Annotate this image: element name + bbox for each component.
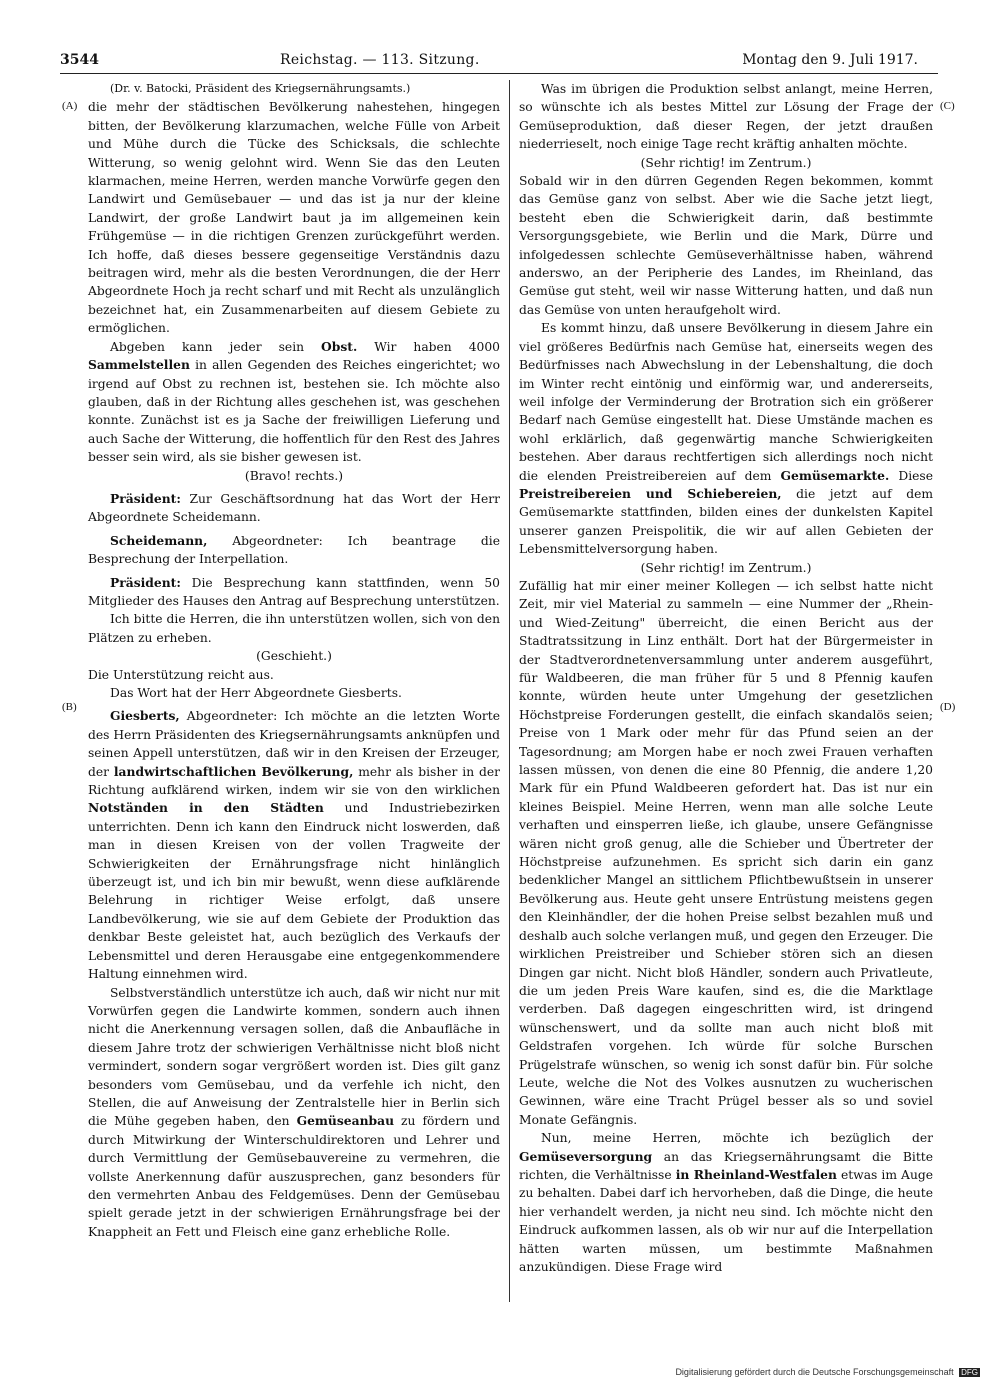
- running-header: [60, 48, 938, 72]
- right-column: [519, 80, 933, 1276]
- paragraph: Ich bitte die Herren, die ihn unterstützen wollen, sich von den Plätzen zu erheben.: [88, 612, 500, 645]
- digitization-credit: [675, 1367, 980, 1377]
- paragraph: Giesberts, Abgeordneter: Ich möchte an die letzten Worte des Herrn Präsidenten des Kriegsernährungsamts anknüpfen und seinen Appell unterstützen, daß wir in den Kreisen der Erzeuger, der landwirtschaftlichen Bevölkerung, mehr als bisher in der Richtung aufklärend wirken, indem wir sie von den wirklichen Notständen in den Städten und Industriebezirken unterrichten. Denn ich kann den Eindruck nicht loswerden, daß man in diesen Kreisen von der vollen Tragweite der Schwierigkeiten der Ernährungsfrage nicht hinlänglich überzeugt ist, und ich bin mir bewußt, wenn diese aufklärende Belehrung in richtiger Weise erfolgt, daß unsere Landbevölkerung, wie sie auf dem Gebiete der Produktion das denkbar Beste geleistet hat, auch bezüglich des Verkaufs der Lebensmittel und deren Herausgabe eine entgegenkommendere Haltung einnehmen wird.: [88, 708, 501, 982]
- left-column: [88, 80, 500, 1241]
- paragraph: die mehr der städtischen Bevölkerung nahestehen, hingegen bitten, der Bevölkerung klarzumachen, welche Fülle von Arbeit und Mühe durch die Tücke des Schicksals, die schlechte Witterung, so wenig gelohnt wird. Wenn Sie das den Leuten klarmachen, meine Herren, werden manche Vorwürfe gegen den Landwirt und Gemüsebauer — und das ist ja nur der kleine Landwirt, der große Landwirt baut ja im allgemeinen kein Frühgemüse — in die richtigen Grenzen zurückgeführt werden. Ich hoffe, daß dieses bessere gegenseitige Verständnis dazu beitragen wird, mehr als die besten Verordnungen, die der Herr Abgeordnete Hoch ja recht scharf und mit Recht als unzulänglich bezeichnet hat, ein Zusammenarbeiten auf diesem Gebiete zu ermöglichen.: [88, 100, 500, 336]
- paragraph: Präsident: Die Besprechung kann stattfinden, wenn 50 Mitglieder des Hauses den Antrag auf Besprechung unterstützen.: [88, 574, 500, 608]
- header-rule: [60, 73, 938, 74]
- paragraph: Das Wort hat der Herr Abgeordnete Giesberts.: [110, 686, 402, 700]
- paragraph: Scheidemann, Abgeordneter: Ich beantrage die Besprechung der Interpellation.: [88, 532, 500, 567]
- paragraph: Was im übrigen die Produktion selbst anlangt, meine Herren, so wünschte ich als bestes Mittel zur Lösung der Frage der Gemüseproduktion, daß dieser Regen, der jetzt draußen niederrieselt, noch einige Tage recht kräftig anhalten möchte.: [519, 82, 933, 152]
- margin-marker-a: (A): [62, 100, 78, 112]
- column-divider: [509, 80, 510, 1302]
- page-number: 3544: [60, 52, 99, 68]
- interjection: (Geschieht.): [256, 649, 332, 664]
- session-title: Reichstag. — 113. Sitzung.: [280, 52, 480, 68]
- credit-text: Digitalisierung gefördert durch die Deutsche Forschungsgemeinschaft: [675, 1367, 954, 1377]
- paragraph: Selbstverständlich unterstütze ich auch, daß wir nicht nur mit Vorwürfen gegen die Landwirte kommen, sondern auch ihnen nicht die Anerkennung versagen sollen, daß die Anbaufläche in diesem Jahre trotz der schwierigen Verhältnisse nicht bloß nicht vermindert, sondern sogar vergrößert worden ist. Dies gilt ganz besonders vom Gemüsebau, und da verfehle ich nicht, den Stellen, die auf Anweisung der Zentralstelle hier in Berlin sich die Mühe gegeben haben, den Gemüseanbau zu fördern und durch Mitwirkung der Winterschuldirektoren und Lehrer und durch Vermittlung der Gemüsebauvereine zu vermehren, die vollste Anerkennung dafür auszusprechen, ganz besonders für den vermehrten Anbau des Feldgemüses. Denn der Gemüsebau spielt gerade jetzt in der schwierigen Ernährungsfrage bei der Knappheit an Fett und Fleisch eine ganz erhebliche Rolle.: [88, 985, 500, 1239]
- speaker-note: (Dr. v. Batocki, Präsident des Kriegsernährungsamts.): [110, 82, 411, 95]
- interjection: (Sehr richtig! im Zentrum.): [640, 560, 812, 575]
- paragraph: Es kommt hinzu, daß unsere Bevölkerung in diesem Jahre ein viel größeres Bedürfnis nach Gemüse hat, einerseits wegen des Bedürfnisses nach Abwechslung in der Lebenshaltung, die doch im Winter recht eintönig und einförmig war, und andererseits, weil infolge der Verminderung der Brotration sich ein größerer Bedarf nach Gemüse eingestellt hat. Diese Umstände machen es wohl erklärlich, daß gegenwärtig manche Schwierigkeiten bestehen. Aber daraus rechtfertigen sich allerdings noch nicht die elenden Preistreibereien auf dem Gemüsemarkte. Diese Preistreibereien und Schiebereien, die jetzt auf dem Gemüsemarkte stattfinden, bilden eines der dunkelsten Kapitel unserer ganzen Preispolitik, die wir auf allen Gebieten der Lebensmittelversorgung haben.: [519, 321, 934, 557]
- paragraph: Die Unterstützung reicht aus.: [88, 667, 274, 682]
- paragraph: Präsident: Zur Geschäftsordnung hat das Wort der Herr Abgeordnete Scheidemann.: [88, 490, 500, 525]
- paragraph: Abgeben kann jeder sein Obst. Wir haben 4000 Sammelstellen in allen Gegenden des Reiches eingerichtet; wo irgend auf Obst zu rechnen ist, bestehen sie. Ich möchte also glauben, daß in der Richtung alles geschehen ist, was geschehen konnte. Zunächst ist es ja Sache der freiwilligen Lieferung und auch Sache der Witterung, die hoffentlich für den Rest des Jahres besser sein wird, als sie bisher gewesen ist.: [88, 338, 500, 465]
- session-date: Montag den 9. Juli 1917.: [742, 52, 918, 68]
- margin-marker-d: (D): [940, 701, 956, 713]
- paragraph: Sobald wir in den dürren Gegenden Regen bekommen, kommt das Gemüse ganz von selbst. Aber wie die Sache jetzt liegt, besteht eben die Schwierigkeit darin, daß bestimmte Versorgungsgebiete, wie Berlin und die Mark, Dürre und infolgedessen schlechte Gemüseverhältnisse haben, während anderswo, an der Peripherie des Landes, im Rheinland, das Gemüse gut steht, weil wir nasse Witterung hatten, und daß nun das Gemüse von unten heraufgeholt wird.: [519, 174, 933, 317]
- margin-marker-b: (B): [62, 701, 77, 713]
- paragraph: Zufällig hat mir einer meiner Kollegen — ich selbst hatte nicht Zeit, mir viel Material zu sammeln — eine Nummer der „Rhein- und Wied-Zeitung" überreicht, die einen Bericht aus der Stadtratssitzung in Linz enthält. Dort hat der Bürgermeister in der Stadtverordnetenversammlung unter anderem ausgeführt, für Waldbeeren, die man früher für 5 und 8 Pfennig kaufen konnte, würden heute unter Umgehung der gesetzlichen Höchstpreise Forderungen gestellt, die einfach skandalös seien; Preise von 1 Mark oder mehr für das Pfund seien an der Tagesordnung; am Morgen habe er noch zwei Frauen verhaften lassen müssen, von denen die eine 80 Pfennig, die andere 1,20 Mark für ein Pfund Waldbeeren gefordert hat. Das ist nur ein kleines Beispiel. Meine Herren, wenn man alle solche Leute verhaften und einsperren ließe, ich glaube, unsere Gefängnisse wären nicht groß genug, alle die Schieber und Übertreter der Höchstpreise aufzunehmen. Es spricht sich darin ein ganz bedenklicher Mangel an sittlichem Pflichtbewußtsein in unserer Bevölkerung aus. Heute geht unsere Entrüstung meistens gegen den Kleinhändler, der die hohen Preise selbst bezahlen muß und deshalb auch solche verlangen muß, und gegen den Erzeuger. Die wirklichen Preistreiber und Schieber stören sich an diesen Dingen gar nicht. Nicht bloß Händler, sondern auch Privatleute, die um jeden Preis Ware kaufen, sind es, die die Marktlage verderben. Daß dagegen eingeschritten wird, ist dringend wünschenswert, und da sollte man auch nicht bloß mit Geldstrafen vorgehen. Ich würde für solche Burschen Prügelstrafe wünschen, so wenig ich sonst dafür bin. Für solche Leute, welche die Not des Volkes ausnutzen zu wucherischen Gewinnen, wäre eine Tracht Prügel besser als so und soviel Monate Gefängnis.: [519, 578, 933, 1127]
- interjection: (Bravo! rechts.): [244, 468, 344, 483]
- margin-marker-c: (C): [940, 100, 955, 112]
- dfg-logo-icon: DFG: [961, 1368, 978, 1377]
- paragraph: Nun, meine Herren, möchte ich bezüglich der Gemüseversorgung an das Kriegsernährungsamt die Bitte richten, die Verhältnisse in Rheinland-Westfalen etwas im Auge zu behalten. Dabei darf ich hervorheben, daß die Dinge, die heute hier verhandelt werden, ja nicht neu sind. Ich möchte nicht den Eindruck aufkommen lassen, als ob wir nur auf die Interpellation hätten warten müssen, um bestimmte Maßnahmen anzukündigen. Diese Frage wird: [519, 1131, 934, 1274]
- interjection: (Sehr richtig! im Zentrum.): [640, 155, 812, 170]
